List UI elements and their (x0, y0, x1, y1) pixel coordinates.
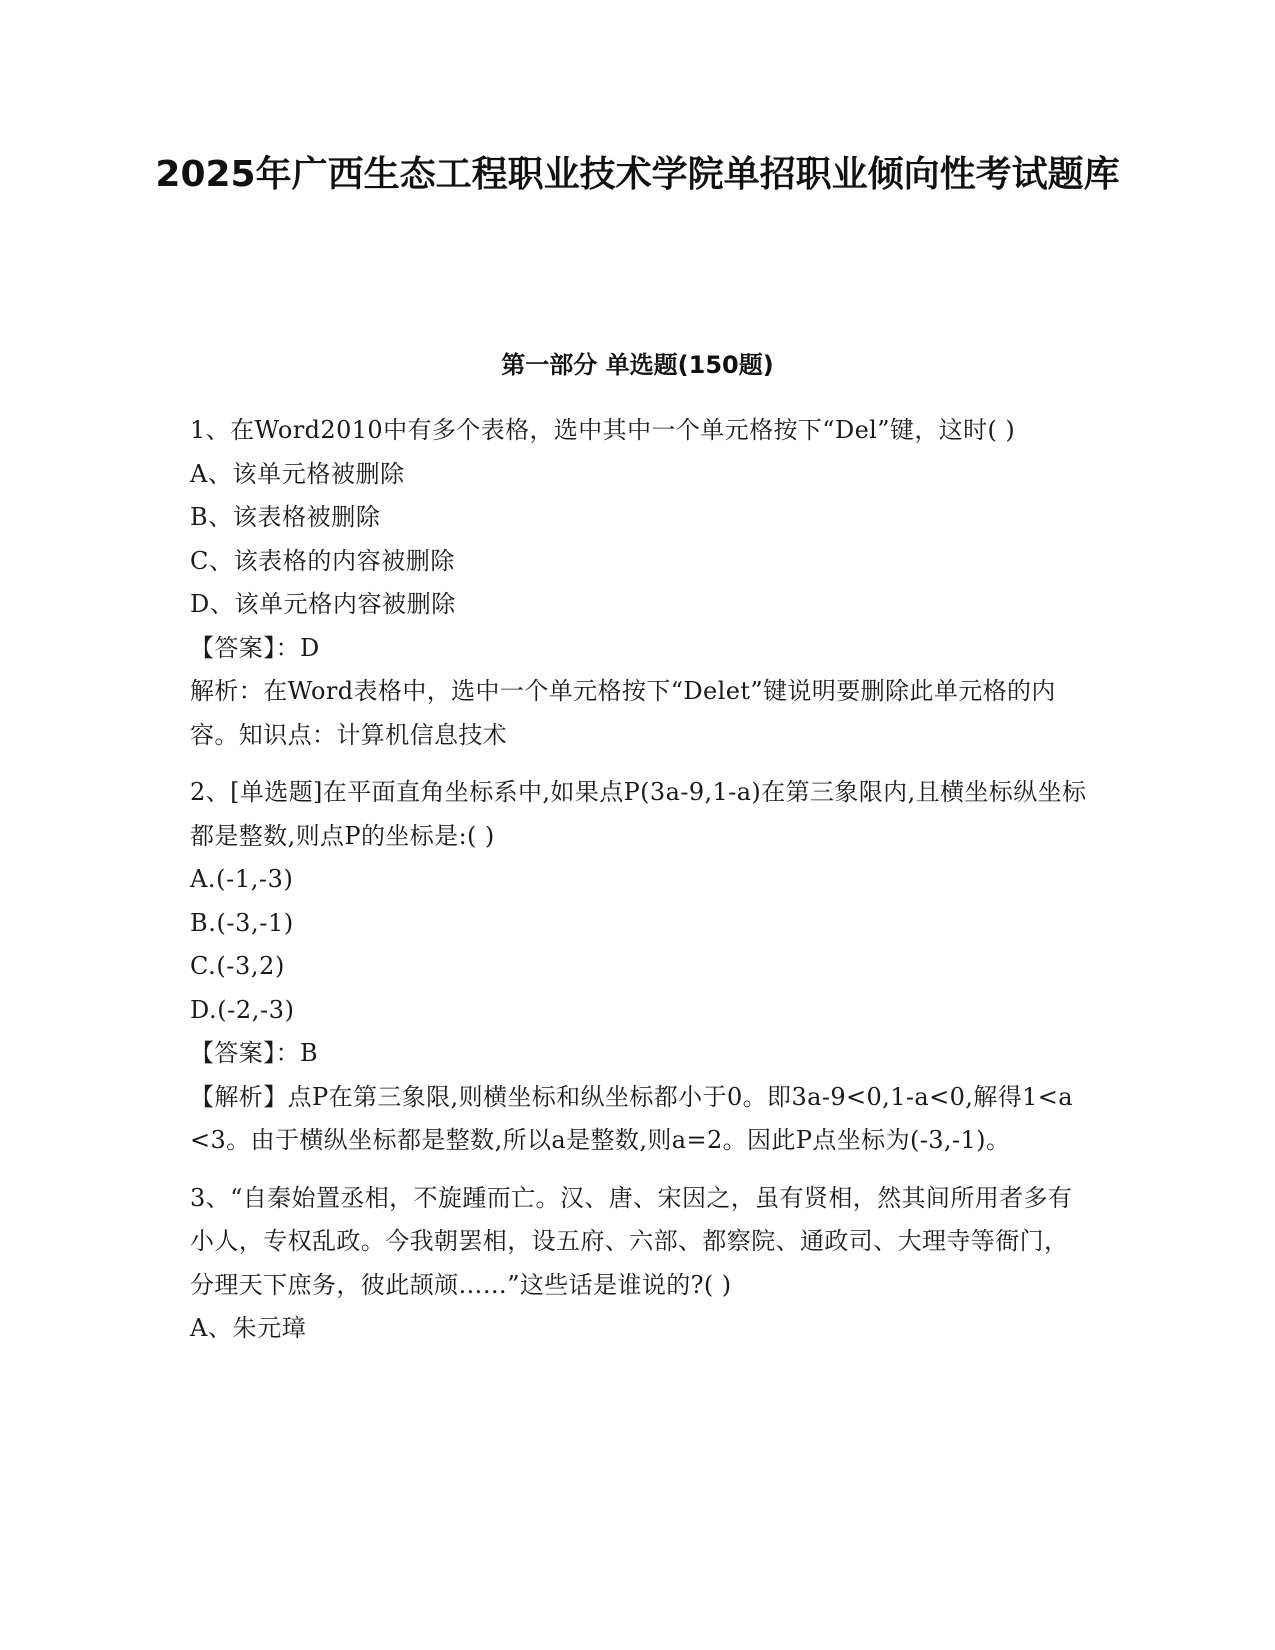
option-d: D.(-2,-3) (190, 995, 295, 1024)
question-stem: 3、“自秦始置丞相，不旋踵而亡。汉、唐、宋因之，虽有贤相，然其间所用者多有小人，专权乱政。今我朝罢相，设五府、六部、都察院、通政司、大理寺等衙门，分理天下庶务，彼此颉颃……”这些话是谁说的?( ) (190, 1183, 1073, 1299)
document-title: 2025年广西生态工程职业技术学院单招职业倾向性考试题库 (155, 154, 1120, 195)
question-list (190, 409, 1090, 1365)
question-3 (190, 1177, 1090, 1351)
option-a: A.(-1,-3) (190, 865, 294, 893)
answer: 【答案】：B (190, 1039, 319, 1067)
question-1 (190, 409, 1090, 757)
question-2 (190, 771, 1090, 1163)
option-a: A、朱元璋 (190, 1314, 307, 1342)
answer: 【答案】：D (190, 633, 320, 662)
option-b: B.(-3,-1) (190, 908, 294, 937)
section-heading: 第一部分 单选题(150题) (501, 351, 774, 379)
option-b: B、该表格被删除 (190, 503, 381, 531)
option-c: C、该表格的内容被删除 (190, 546, 455, 575)
question-stem: 2、[单选题]在平面直角坐标系中,如果点P(3a-9,1-a)在第三象限内,且横坐标纵坐标都是整数,则点P的坐标是:( ) (190, 778, 1087, 850)
option-c: C.(-3,2) (190, 952, 285, 980)
analysis: 【解析】点P在第三象限,则横坐标和纵坐标都小于0。即3a-9<0,1-a<0,解得1<a<3。由于横纵坐标都是整数,所以a是整数,则a=2。因此P点坐标为(-3,-1)。 (190, 1082, 1073, 1154)
option-a: A、该单元格被删除 (190, 459, 405, 488)
analysis: 解析：在Word表格中，选中一个单元格按下“Delet”键说明要删除此单元格的内容。知识点：计算机信息技术 (190, 677, 1056, 749)
question-stem: 1、在Word2010中有多个表格，选中其中一个单元格按下“Del”键，这时( ) (190, 416, 1016, 444)
option-d: D、该单元格内容被删除 (190, 590, 456, 618)
